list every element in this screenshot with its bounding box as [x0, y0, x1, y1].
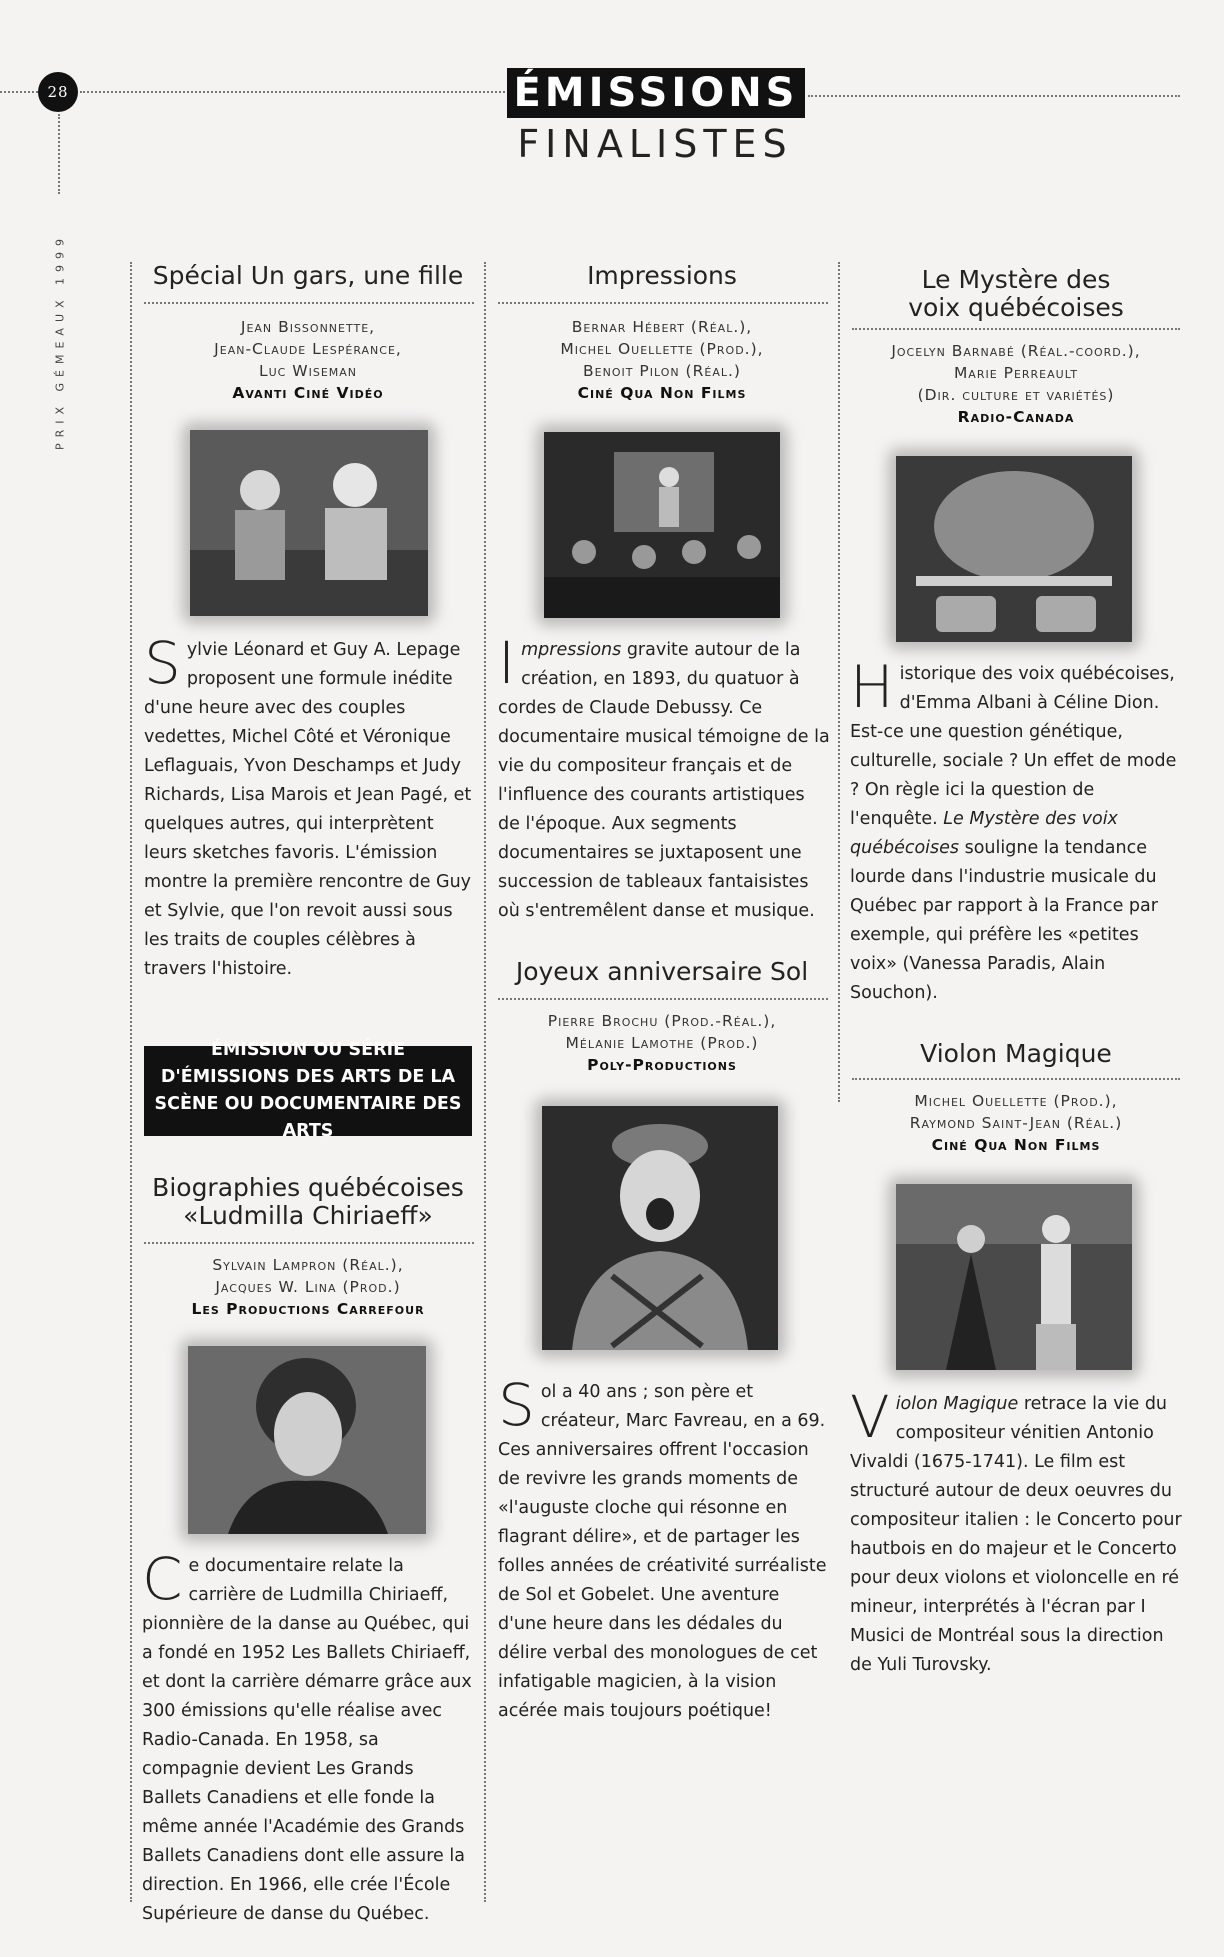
entry-description: Sol a 40 ans ; son père et créateur, Marc Favreau, en a 69. Ces anniversaires offrent l'occasion de revivre les grands moments de «l'auguste cloche qui résonne en flagrant délire», et de partager les folles années de créativité surréaliste de Sol et Gobelet. Une aventure d'une heure dans les dédales du délire verbal des monologues de cet infatigable magicien, à la vision acérée mais toujours poétique! — [498, 1371, 827, 1721]
production-company: Avanti Ciné Vidéo — [232, 384, 384, 402]
side-rule — [58, 114, 60, 194]
drop-cap: V — [850, 1383, 890, 1451]
dance-scene-photo — [896, 1184, 1132, 1370]
photo-mystere-voix — [896, 456, 1132, 642]
credits: Sylvain Lampron (Réal.), Jacques W. Lina (Prod.) Les Productions Carrefour — [142, 1254, 474, 1320]
entry-title: Violon Magique — [920, 1039, 1112, 1068]
production-company: Poly-Productions — [587, 1056, 737, 1074]
production-company: Ciné Qua Non Films — [931, 1136, 1101, 1154]
page-title: ÉMISSIONS — [507, 68, 805, 118]
drop-cap: C — [142, 1545, 183, 1613]
title-rule — [144, 1242, 474, 1244]
header-rule-left — [80, 91, 505, 93]
title-rule — [852, 1078, 1180, 1080]
entry-title: Le Mystère des voix québécoises — [908, 265, 1124, 322]
photo-special-un-gars — [190, 430, 428, 616]
entry-description: Violon Magique retrace la vie du compositeur vénitien Antonio Vivaldi (1675-1741). Le film est structuré autour de deux oeuvres du compositeur italien : le Concerto pour hautbois en do majeur et le Concerto pour deux violons et violoncelle en ré mineur, interprétés à l'écran par I Musici de Montréal sous la direction de Yuli Turovsky. — [850, 1383, 1182, 1675]
entry-description: Historique des voix québécoises, d'Emma Albani à Céline Dion. Est-ce une question génétique, culturelle, sociale ? Un effet de mode ? On règle ici la question de l'enquête. Le Mystère des voix québécoises souligne la tendance lourde dans l'industrie musicale du Québec par rapport à la France par exemple, qui préfère les «petites voix» (Vanessa Paradis, Alain Souchon). — [850, 653, 1177, 1003]
credits: Jean Bissonnette, Jean-Claude Lespérance, Luc Wiseman Avanti Ciné Vidéo — [142, 316, 474, 404]
entry-description: Sylvie Léonard et Guy A. Lepage proposent une formule inédite d'une heure avec des couples vedettes, Michel Côté et Véronique Leflaguais, Yvon Deschamps et Judy Richards, Lisa Marois et Jean Pagé, et quelques autres, qui interprètent leurs sketches favoris. L'émission montre la première rencontre de Guy et Sylvie, que l'on revoit aussi sous les traits de couples célèbres à travers l'histoire. — [144, 629, 472, 979]
title-rule — [498, 302, 828, 304]
entry-title: Spécial Un gars, une fille — [152, 261, 464, 290]
credits: Michel Ouellette (Prod.), Raymond Saint-Jean (Réal.) Ciné Qua Non Films — [850, 1090, 1182, 1156]
photo-violon-magique — [896, 1184, 1132, 1370]
drop-cap: S — [144, 629, 181, 697]
side-label: PRIX GÉMEAUX 1999 — [53, 232, 67, 451]
entry-description: Ce documentaire relate la carrière de Ludmilla Chiriaeff, pionnière de la danse au Québec, qui a fondé en 1952 Les Ballets Chiriaeff, et dont la carrière démarre grâce aux 300 émissions qu'elle réalise avec Radio-Canada. En 1958, sa compagnie devient Les Grands Ballets Canadiens et elle fonde la même année l'Académie des Grands Ballets Canadiens dont elle assure la direction. En 1966, elle crée l'École Supérieure de danse du Québec. — [142, 1545, 472, 1924]
page-number: 28 — [38, 72, 78, 112]
clown-portrait-photo — [542, 1106, 778, 1350]
drop-cap: I — [498, 629, 516, 697]
entry-title: Impressions — [587, 261, 737, 290]
credits: Jocelyn Barnabé (Réal.-coord.), Marie Perreault (Dir. culture et variétés) Radio-Canada — [850, 340, 1182, 428]
column-divider-1 — [130, 262, 132, 1902]
photo-ludmilla-chiriaeff — [188, 1346, 426, 1534]
costumed-couple-photo — [190, 430, 428, 616]
entry-description: Impressions gravite autour de la création, en 1893, du quatuor à cordes de Claude Debussy. Ce documentaire musical témoigne de la vie du compositeur français et de l'influence des courants artistiques de l'époque. Aux segments documentaires se juxtaposent une succession de tableaux fantaisistes où s'entremêlent danse et musique. — [498, 629, 830, 921]
column-divider-3 — [838, 262, 840, 1102]
portrait-photo — [188, 1346, 426, 1534]
page-subtitle: FINALISTES — [517, 122, 793, 166]
drop-cap: H — [850, 653, 894, 721]
header-rule-right — [808, 95, 1180, 97]
credits: Pierre Brochu (Prod.-Réal.), Mélanie Lamothe (Prod.) Poly-Productions — [496, 1010, 828, 1076]
drop-cap: S — [498, 1371, 535, 1439]
title-rule — [852, 328, 1180, 330]
header-rule-left-stub — [0, 91, 38, 93]
photo-joyeux-anniversaire-sol — [542, 1106, 778, 1350]
photo-impressions — [544, 432, 780, 618]
category-label: ÉMISSION OU SÉRIE D'ÉMISSIONS DES ARTS DE LA SCÈNE OU DOCUMENTAIRE DES ARTS — [144, 1046, 472, 1136]
production-company: Radio-Canada — [957, 408, 1075, 426]
production-company: Les Productions Carrefour — [191, 1300, 425, 1318]
title-card-photo — [896, 456, 1132, 642]
title-rule — [498, 998, 828, 1000]
entry-title: Joyeux anniversaire Sol — [515, 957, 809, 986]
title-rule — [144, 302, 474, 304]
entry-title: Biographies québécoises «Ludmilla Chiriaeff» — [152, 1173, 464, 1230]
quartet-stage-photo — [544, 432, 780, 618]
credits: Bernar Hébert (Réal.), Michel Ouellette (Prod.), Benoit Pilon (Réal.) Ciné Qua Non Films — [496, 316, 828, 404]
production-company: Ciné Qua Non Films — [577, 384, 747, 402]
column-divider-2 — [484, 262, 486, 1902]
